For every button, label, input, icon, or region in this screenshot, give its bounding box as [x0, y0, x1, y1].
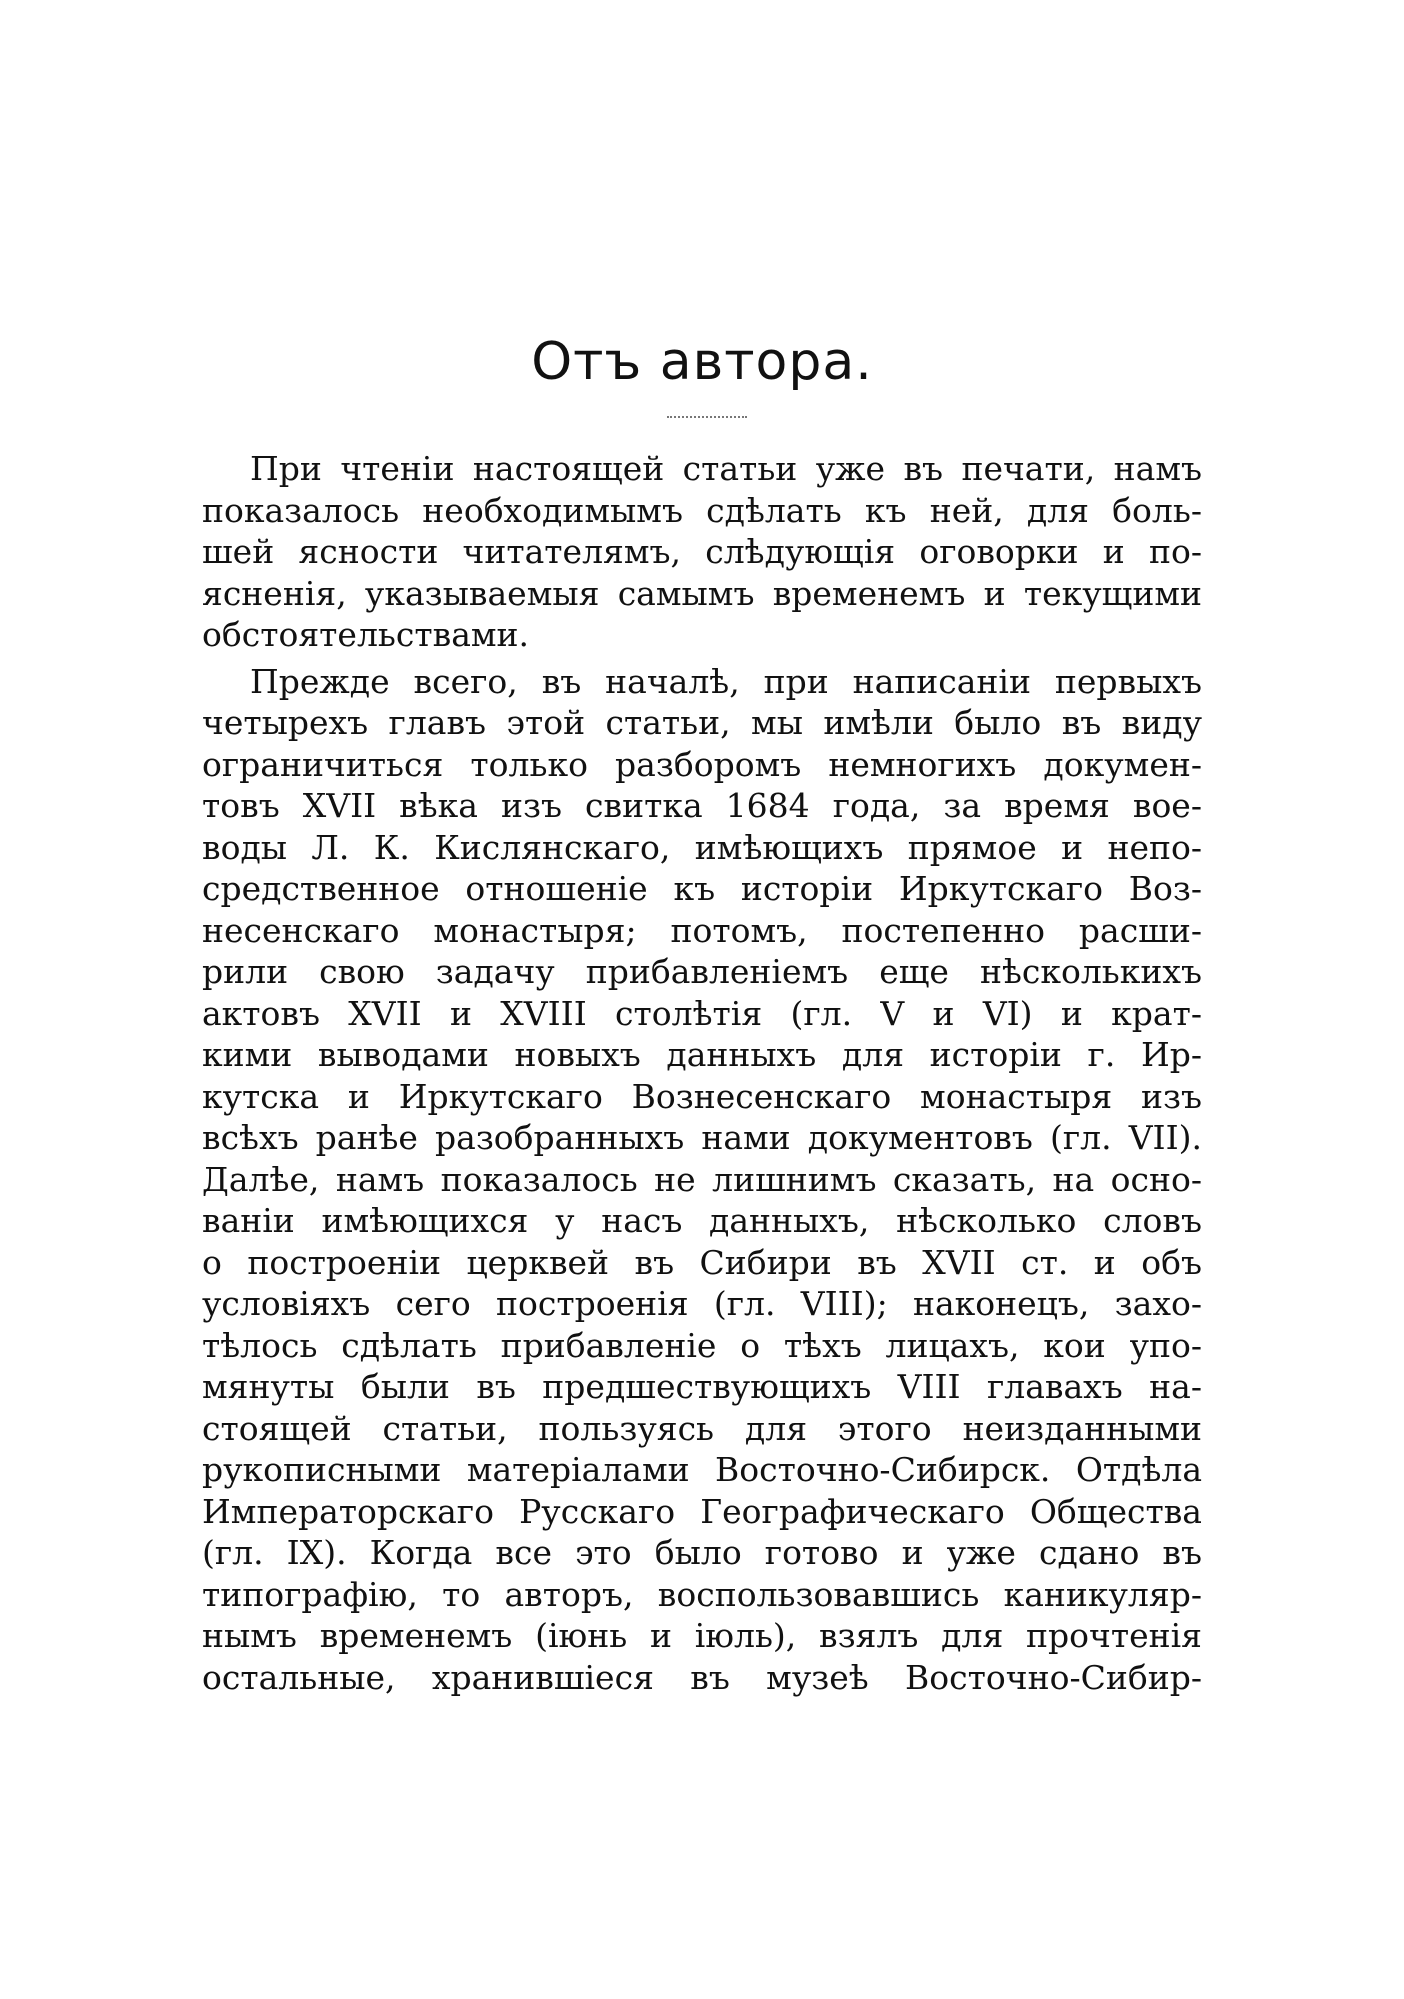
text-line: (гл. IX). Когда все это было готово и уже сдано въ — [202, 1533, 1202, 1572]
text-line: нымъ временемъ (iюнь и iюль), взялъ для прочтенiя — [202, 1616, 1202, 1655]
text-line: несенскаго монастыря; потомъ, постепенно расши- — [202, 910, 1202, 950]
text-line: воды Л. К. Кислянскаго, имѣющихъ прямое и непо- — [202, 827, 1202, 867]
title-divider — [667, 416, 747, 418]
text-line: ясненiя, указываемыя самымъ временемъ и текущими — [202, 573, 1202, 613]
text-line: четырехъ главъ этой статьи, мы имѣли было въ виду — [202, 703, 1202, 742]
text-line: о построенiи церквей въ Сибири въ XVII ст. и объ — [202, 1242, 1202, 1282]
text-line: стоящей статьи, пользуясь для этого неизданными — [202, 1408, 1202, 1448]
page-title: Отъ автора. — [531, 332, 873, 392]
text-line: мянуты были въ предшествующихъ VIII главахъ на- — [202, 1367, 1202, 1406]
text-line: ванiи имѣющихся у насъ данныхъ, нѣсколько словъ — [202, 1201, 1202, 1240]
text-line: кутска и Иркутскаго Вознесенскаго монастыря изъ — [202, 1076, 1202, 1116]
text-line: средственное отношенiе къ исторiи Иркутскаго Воз- — [202, 869, 1202, 908]
text-line: показалось необходимымъ сдѣлать къ ней, для боль- — [202, 490, 1202, 530]
text-line: обстоятельствами. — [202, 615, 530, 654]
text-line: актовъ XVII и XVIII столѣтiя (гл. V и VI) и крат- — [202, 993, 1202, 1033]
text-line: рукописными матерiалами Восточно-Сибирск. Отдѣла — [202, 1450, 1202, 1489]
text-line: остальные, хранившiеся въ музеѣ Восточно-Сибир- — [202, 1657, 1202, 1697]
text-line: всѣхъ ранѣе разобранныхъ нами документовъ (гл. VII). — [202, 1118, 1202, 1157]
text-line: Далѣе, намъ показалось не лишнимъ сказать, на осно- — [202, 1159, 1202, 1199]
text-line: ограничиться только разборомъ немногихъ докумен- — [202, 744, 1202, 784]
text-line: тѣлось сдѣлать прибавленiе о тѣхъ лицахъ, кои упо- — [202, 1325, 1202, 1365]
text-line: Императорскаго Русскаго Географическаго Общества — [202, 1491, 1202, 1531]
text-line: кими выводами новыхъ данныхъ для исторiи г. Ир- — [202, 1035, 1202, 1074]
text-line: условiяхъ сего построенiя (гл. VIII); наконецъ, захо- — [202, 1284, 1202, 1323]
body-text — [202, 448, 1202, 1703]
text-line: товъ XVII вѣка изъ свитка 1684 года, за время вое- — [202, 786, 1202, 825]
paragraph-2 — [202, 661, 1202, 1699]
text-line: рили свою задачу прибавленiемъ еще нѣсколькихъ — [202, 952, 1202, 991]
text-line: Прежде всего, въ началѣ, при написанiи первыхъ — [250, 661, 1202, 701]
text-line: шей ясности читателямъ, слѣдующiя оговорки и по- — [202, 532, 1202, 571]
text-line: типографiю, то авторъ, воспользовавшись каникуляр- — [202, 1574, 1202, 1614]
text-line: При чтенiи настоящей статьи уже въ печати, намъ — [250, 449, 1202, 488]
paragraph-1 — [202, 448, 1202, 656]
